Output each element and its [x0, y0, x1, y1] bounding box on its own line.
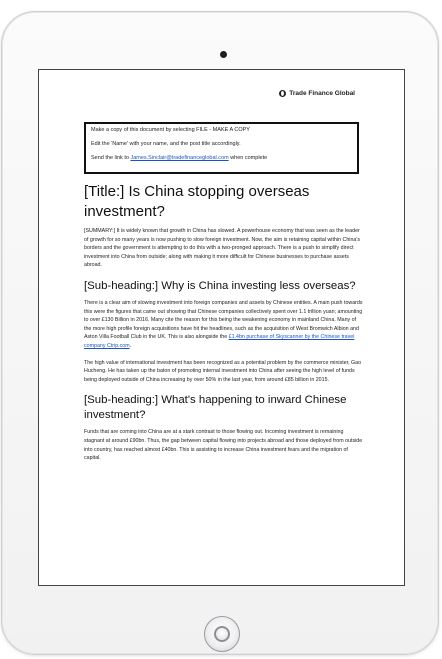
- email-link[interactable]: James.Sinclair@tradefinanceglobal.com: [130, 155, 229, 161]
- home-button[interactable]: [204, 616, 240, 652]
- article-summary: [SUMMARY:] It is widely known that growth in China has slowed. A powerhouse economy that was seen as the leader of growth for so many years is now pushing to slow foreign investment. Now, the aim is retaining capital within China's borders and the government is attempting to do this with a two-pronged approach. There is a push to simplify direct investment into China from outside; along with making it more difficult for Chinese businesses to purchase assets abroad.: [84, 228, 360, 269]
- article: [84, 182, 364, 471]
- article-title: [Title:] Is China stopping overseas investment?: [84, 183, 310, 220]
- company-logo: [279, 90, 355, 97]
- instruction-line-1: Make a copy of this document by selecting FILE - MAKE A COPY: [91, 127, 250, 133]
- document-page: [38, 69, 405, 586]
- instruction-line-3: [91, 156, 352, 162]
- paragraph-1-end: .: [129, 342, 132, 349]
- globe-icon: [279, 90, 286, 97]
- subheading-why-investing-less: [Sub-heading:] Why is China investing less overseas?: [84, 279, 356, 292]
- camera-icon: [220, 51, 227, 58]
- instruction-box: [84, 122, 359, 174]
- home-button-ring: [214, 626, 230, 642]
- paragraph-1-text: There is a clear aim of slowing investment into foreign companies and assets by Chinese entities. A main push towards this were the figures that came out showing that Chinese companies collectively spent over 1.1 trillion yuan; amounting to over £130 Billion in 2016. Many cite the reason for this being the weakening economy in mainland China. Many of the more high profile foreign acquisitions have hit the headlines, such as the acquisition of West Bromwich Albion and Aston Villa Football Club in the UK. This is also alongside the: [84, 299, 363, 341]
- instruction-send-suffix: when complete: [228, 155, 268, 161]
- instruction-send-prefix: Send the link to: [91, 155, 131, 161]
- subheading-inward-investment: [Sub-heading:] What's happening to inward Chinese investment?: [84, 394, 347, 422]
- paragraph-1: [84, 299, 364, 351]
- logo-text: Trade Finance Global: [289, 90, 355, 97]
- instruction-line-2: Edit the 'Name' with your name, and the post title accordingly.: [91, 141, 241, 147]
- paragraph-2: The high value of international investment has been recognized as a potential problem by the commerce minister, Gao Hucheng. He has taken up the baton of promoting internal investment into China after seeing the high level of funds being deployed outside of China increasing by over 50% in the last year, from around £85 billion in 2015.: [84, 359, 362, 383]
- skyscanner-link[interactable]: £1.4bn purchase of Skyscanner by the Chinese travel company Ctrip.com: [84, 334, 355, 349]
- paragraph-3: Funds that are coming into China are at a stark contrast to those flowing out. Incoming investment is remaining stagnant at around £90bn. Thus, the gap between capital flowing into projects abroad and those deployed from outside into country, has reached almost £40bn. This is assisting to increase China investment fears and the migration of capital.: [84, 429, 363, 462]
